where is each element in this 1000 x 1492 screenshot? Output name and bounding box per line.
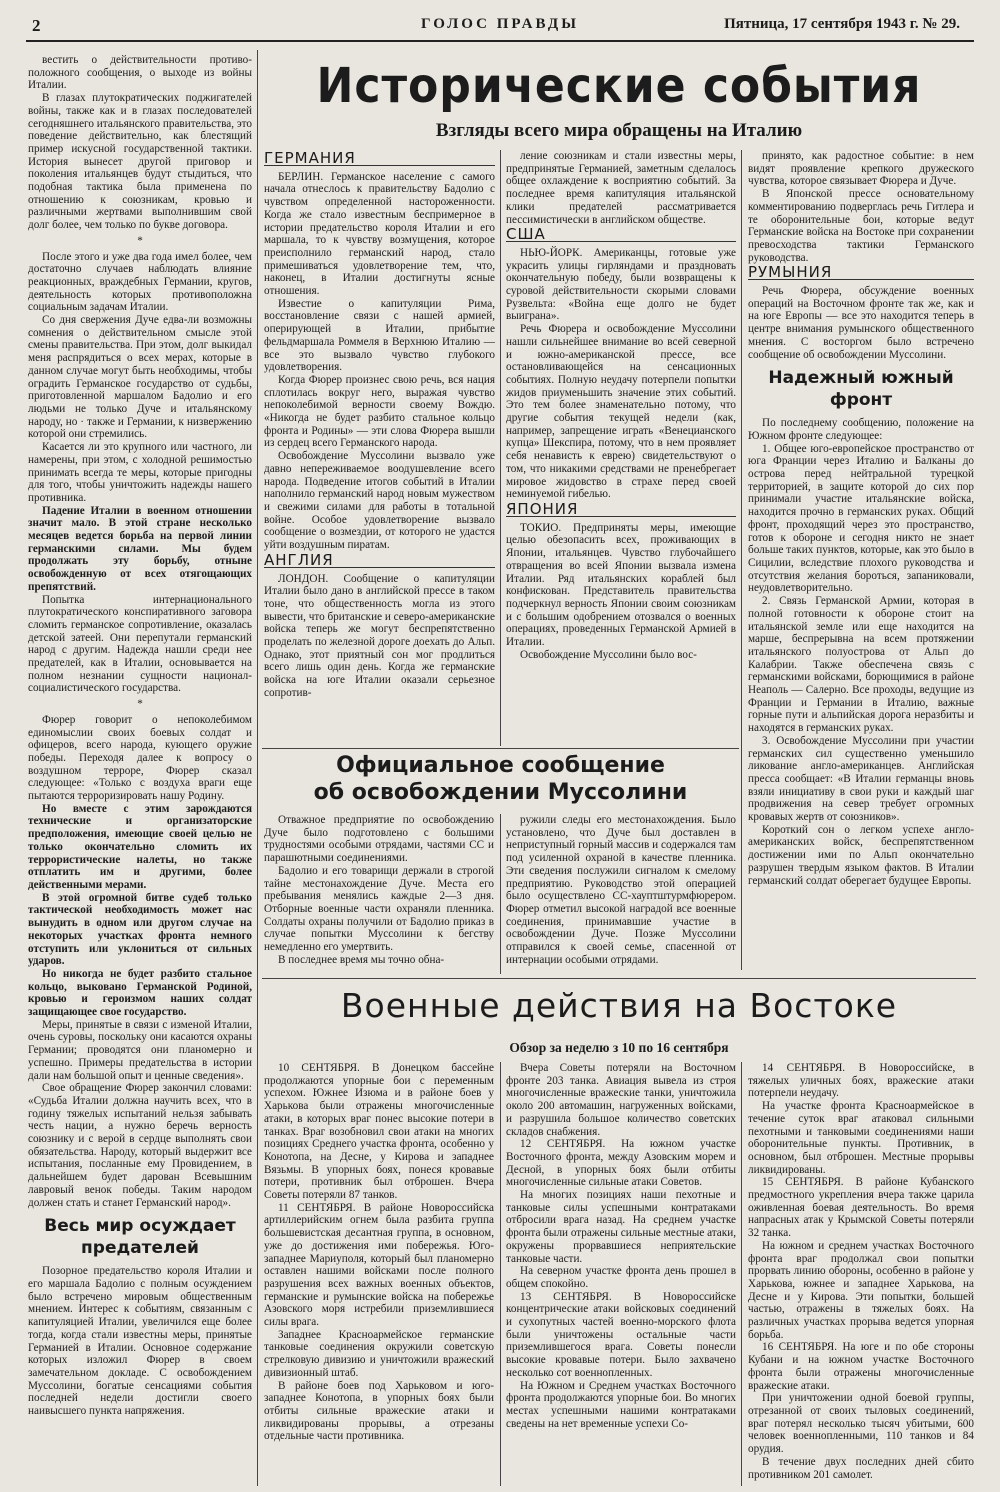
paragraph: Западнее Красноармейское германские танковые соединения окружили советскую стрелковую дивизию и уничтожили вражеский дивизионный штаб. [264,1328,494,1379]
official-column-1 [264,814,494,974]
paragraph: Короткий сон о легком успехе англо-американских войск, беспрепятственном достижении ими по Альп окончательно разрушен твердым языком фактов. В Италии германский солдат оберегает будущее Европы. [748,823,974,887]
paper-name: ГОЛОС ПРАВДЫ [421,16,579,32]
paragraph: Со дня свержения Дуче едва-ли возможны сомнения о действительном смысле этой смены правительства. При этом, долг выкидал меня распрядиться о всех мерах, которые в данном случае могут быть необходимы, чтобы оградить Германское государство от судьбы, приготовленной маршалом Бадолио и его людьми не только Дуче и итальянскому народу, но · также и Германии, к низвержению которой они стремились. [28,314,252,441]
official-headline-line-1: Официальное сообщение [336,753,665,778]
paragraph: Освобождение Муссолини было вос- [520,648,697,661]
paragraph: Но никогда не будет разбито стальное кольцо, выковано Германской Родиной, кровью и героизмом наших солдат защищающее свое государство. [28,967,252,1019]
main-subheadline: Взгляды всего мира обращены на Италию [435,120,803,141]
column-rule [741,150,742,970]
paragraph: При уничтожении одной боевой группы, отрезанной от своих тыловых соединений, враг потерял несколько тысяч убитыми, 600 человек военнопленными, 110 танков и 84 орудия. [748,1392,974,1456]
column-rule [500,1062,501,1486]
paragraph: В этой огромной битве судеб только тактической необходимость может нас вынудить в одном или другом случае на некоторых участках фронта немного отступить или уклониться от сильных ударов. [28,891,252,968]
paragraph: вестить о действительности противо-положного сообщения, о выходе из войны Италии. [28,54,252,92]
paragraph: Отважное предприятие по освобождению Дуче было подготовлено с большими трудностями особыми отрядами, частями СС и парашютными соединениями. [264,814,494,865]
war-column-2 [506,1062,736,1486]
paragraph: ружили следы его местонахождения. Было установлено, что Дуче был доставлен в неприступный горный массив и содержался там под усиленной охраной в качестве пленника. Эти сведения послужили сигналом к смелому предприятию. Руководство этой операцией было осуществлено СС-хауптштурмфюрером. Фюрер отметил высокой наградой все военные соединения, принимавшие участие в освобождении Дуче. Позже Муссолини отправился к своей семье, спасенной от интернации особыми отрядами. [506,814,736,966]
paragraph: На Южном и Среднем участках Восточного фронта продолжаются упорные бои. Во многих местах успешными нашими контратаками сведены на нет временные успехи Со- [506,1379,736,1430]
page-number: 2 [32,16,41,35]
paragraph: Освобождение Муссолини вызвало уже давно непереживаемое воодушевление всего народа. Подведение итогов событий в Италии наполнило германский народ новым мужеством и свежими силами для работы в тотальной войне. Особое удовлетворение вызвало сообщение о возмездии, от которого не удастся уйти воздушным пиратам. [264,450,495,552]
war-column-1 [264,1062,494,1486]
section-rule [262,978,976,979]
paragraph: На южном и среднем участках Восточного фронта враг продолжал свои попытки прорвать линию обороны, особенно в районе у Харькова, южнее и западнее Харькова, на Десне и у Кирова. Эти попытки, большей частью, отражены в тяжелых боях. На различных участках прорыва ведется упорная борьба. [748,1239,974,1341]
paragraph: 3. Освобождение Муссолини при участии германских сил существенно уменьшило ликование англо-американцев. Английская пресса сообщает: «В Италии германцы вновь взяли инициативу в свои руки и каждый шаг продвижения на север требует огромных кровавых жертв от союзников». [748,734,974,824]
paragraph: По последнему сообщению, положение на Южном фронте следующее: [748,417,974,442]
paragraph: ление союзникам и стали известны меры, предпринятые Германией, заметным сделалось общее охлаждение к восприятию событий. За последнее время капитуляция итальянской клики предателей рассматривается пессимистически в английском обществе. [506,150,736,226]
paragraph: 2. Связь Германской Армии, которая в полной готовности к обороне стоит на итальянской земле или еще находится на марше, беспрерывна на всем протяжении итальянского полуострова от Альп до Калабрии. Также обеспечена связь с германскими войсками, борющимися в районе Неаполь — Салерно. Все проходы, ведущие из Франции и Германии в Италию, важные горные пути и альпийская дорога неразбиты и находятся в германских руках. [748,595,974,735]
paragraph: В последнее время мы точно обна- [278,953,445,966]
column-rule [500,150,501,746]
section-rule [262,748,739,749]
paragraph: Речь Фюрера и освобождение Муссолини нашли сильнейшее внимание во всей северной и южно-американской прессе, все остановливающейся на сенсационных событиях. Полную неудачу потерпели попытки жидов приуменьшить значение этих событий. Это тем более знаменательно потому, что другие события текущей недели (как, например, запрещение играть «Венецианского купца» Шекспира, потому, что в нем проявляет себя ненависть к еврею) свидетельствуют о том, что никакими средствами не пренебрегает мировое жидовство в страхе перед своей неминуемой гибелью. [506,323,736,501]
main-article-column-2 [506,150,736,746]
official-headline [262,752,739,806]
issue-date: Пятница, 17 сентября 1943 г. № 29. [724,16,960,32]
main-article-column-3 [748,150,974,970]
paragraph: ЛОНДОН. Сообщение о капитуляции Италии было дано в английской прессе в таком тоне, что общественность могла из этого вывести, что британские и северо-американские войска теперь же могут беспрепятственно проделать по железной дороге доехать до Альп. Однако, этот приятный сон мог продлиться всего лишь один день. Когда же германские войска на юге Италии оказали серьезное сопротив- [264,572,495,699]
paragraph: В течение двух последних дней сбито противником 201 самолет. [748,1455,974,1481]
paragraph: На северном участке фронта день прошел в общем спокойно. [506,1265,736,1290]
country-heading: РУМЫНИЯ [748,266,974,280]
paragraph: Известие о капитуляции Рима, восстановление связи с нашей армией, оперирующей в Италии, прибытие фельдмаршала Роммеля в Верхнюю Италию — все это вызвало чувство глубокого удовлетворения. [264,297,495,374]
paragraph: На участке фронта Красноармейское в течение суток враг атаковал сильными пехотными и танковыми соединениями наши оборонительные пункты. Противник, в основном, был отброшен. Местные прорывы ликвидированы. [748,1100,974,1176]
paragraph: принято, как радостное событие: в нем видят проявление крепкого дружеского чувства, которое связывает Фюрера и Дуче. [748,150,974,188]
war-subheadline: Обзор за неделю з 10 по 16 сентября [509,1040,729,1055]
paragraph: 12 СЕНТЯБРЯ. На южном участке Восточного фронта, между Азовским морем и Десной, в упорных боях были отбиты многочисленные сильные атаки Советов. [506,1138,736,1189]
paragraph: Когда Фюрер произнес свою речь, вся нация сплотилась вокруг него, выражая чувство непоколебимой верности своему Вождю. «Никогда не будет разбито стальное кольцо фронта и Родины» — эти слова Фюрера вышли из сердец всего Германского народа. [264,373,495,450]
main-headline: Исторические события [316,58,922,114]
paragraph: 11 СЕНТЯБРЯ. В районе Новороссийска артиллерийским огнем была разбита группа большевистская десантная группа, в основном, уже до достижения ими побережья. Юго-западнее Мариуполя, который был планомерно оставлен нашими войсками после полного разрушения всех важных военных объектов, германские и румынские войска на побережье Азовского моря истребили приземлившиеся силы врага. [264,1201,494,1329]
paragraph: Падение Италии в военном отношении значит мало. В этой стране несколько месяцев ведется борьба на первой линии германскими силами. Мы будем продолжать эту борьбу, отныне освобожденную от всех отягощающих препятствий. [28,504,252,593]
column-rule [257,50,258,1486]
paragraph: На многих позициях наши пехотные и танковые силы успешными контратаками отбросили врага назад. На среднем участке фронта были отражены сильные местные атаки, окружены прорвавшиеся неприятельские танковые части. [506,1189,736,1265]
paragraph: В районе боев под Харьковом и юго-западнее Конотопа, в упорных боях были отбиты сильные вражеские атаки и ликвидированы прорывы, а отрезаны отдельные части противника. [264,1379,494,1443]
paragraph: Фюрер говорит о непоколебимом единомыслии своих боевых солдат и офицеров, всего народа, кующего оружие победы. Переходя далее к вопросу о воздушном терроре, Фюрер сказал следующее: «Только с воздуха враги еще пытаются терроризировать нашу Родину. [28,713,252,803]
paragraph: НЬЮ-ЙОРК. Американцы, готовые уже украсить улицы гирляндами и праздновать окончательную победу, были возвращены к суровой действительности скорыми словами Рузвельта: «Война еще долго не будет выиграна». [506,246,736,323]
paragraph: 14 СЕНТЯБРЯ. В Новороссийске, в тяжелых уличных боях, вражеские атаки потерпели неудачу. [748,1062,974,1100]
masthead [26,12,974,42]
left-section-heading: Весь мир осуждает предателей [44,1216,236,1259]
paragraph: Но вместе с этим зарождаются технические и организаторские предположения, имеющие своей целью не только окончательно сломить их террористические налеты, но также отплатить им и другими, более действенными мерами. [28,802,252,891]
paragraph: Меры, принятые в связи с изменой Италии, очень суровы, поскольку они касаются охраны Германии; проводятся они планомерно и успешно. Примеры предательства в истории дали нам большой опыт и ценные сведения». [28,1018,252,1082]
main-article-column-1 [264,150,495,746]
country-heading: ЯПОНИЯ [506,503,736,517]
country-heading: США [506,228,736,242]
left-column [28,54,252,1484]
column-rule [500,814,501,974]
paragraph: 10 СЕНТЯБРЯ. В Донецком бассейне продолжаются упорные бои с переменным успехом. Южнее Изюма и в районе боев у Харькова были отражены многочисленные атаки, в которых враг понес высокие потери в танках. Враг возобновил свои атаки на многих позициях Среднего участка фронта, особенно у Конотопа, на Десне, у Кирова и западнее Вязьмы. В упорных боях, понеся кровавые потери, противник был отброшен. Вчера Советы потеряли 87 танков. [264,1062,494,1202]
paragraph: 16 СЕНТЯБРЯ. На юге и по обе стороны Кубани и на южном участке Восточного фронта были отражены многочисленные вражеские атаки. [748,1341,974,1392]
official-column-2 [506,814,736,974]
paragraph: Попытка интернационального плутократического конспиративного заговора сломить германское сопротивление, оказалась детской затеей. Они перепутали германский народ с другим. Надежда нашли среди нее предателей, как в Италии, основывается на полном незнании сущности национал-социалистического государства. [28,593,252,695]
separator-star: * [137,234,143,247]
official-headline-line-2: об освобождении Муссолини [313,780,688,805]
paragraph: Свое обращение Фюрер закончил словами: «Судьба Италии должна научить всех, что в годину тяжелых испытаний нельзя забывать честь нации, а нужно беречь верность союзнику и с верой в сердце выполнять свои обязательства. Народу, который выдержит все испытания, посланные ему Провидением, в дальнейшем будет дарован Всевышним лавровый венок победы. Таким народом должен стать и станет Германский народ». [28,1082,252,1209]
paragraph: 15 СЕНТЯБРЯ. В районе Кубанского предмостного укрепления вчера также царила оживленная боевая деятельность. Во время напрасных атак у Крымской Советы потеряли 32 танка. [748,1176,974,1240]
sub-heading: Надежный южный фронт [768,368,954,411]
war-column-3 [748,1062,974,1486]
paragraph: Речь Фюрера, обсуждение военных операций на Восточном фронте так же, как и на юге Европы — все это находится теперь в центре внимания румынского общественного мнения. С восторгом было встречено сообщение об освобождении Муссолини. [748,285,974,361]
country-heading: ГЕРМАНИЯ [264,152,495,166]
column-rule [741,1062,742,1486]
paragraph: Бадолио и его товарищи держали в строгой тайне местонахождение Дуче. Места его пребывания менялись каждые 2—3 дня. Отборные военные части охраняли пленника. Солдаты охраны получили от Бадолио приказ в случае попытки Муссолини к бегству немедленно его умертвить. [264,864,494,954]
war-headline: Военные действия на Востоке [340,986,898,1025]
paragraph: 13 СЕНТЯБРЯ. В Новороссийске концентрические атаки войсковых соединений и сухопутных частей военно-морского флота были уничтожены остальные части приземлившегося врага. Советы понесли высокие кровавые потери. Было захвачено несколько сот военнопленных. [506,1290,736,1379]
paragraph: После этого и уже два года имел более, чем достаточно случаев наблюдать влияние реакционных, враждебных Германии, кругов, деятельность которых противоположна социальным задачам Италии. [28,250,252,314]
paragraph: Позорное предательство короля Италии и его маршала Бадолио с полным осуждением было встречено мировым общественным мнением. Интерес к событиям, связанным с капитуляцией Италии, увеличился еще более тогда, когда стали известны меры, принятые Германией в Италии. Основное содержание которых изложил Фюрер в своем замечательном докладе. С освобождением Муссолини, богатые сенсациями события последней недели достигли своего наивысшего пункта напряжения. [28,1265,252,1418]
paragraph: Касается ли это крупного или частного, ли намерены, при этом, с холодной решимостью принимать всегда те меры, которые пригодны для того, чтобы уничтожить надежды нашего противника. [28,441,252,504]
paragraph: В глазах плутократических поджигателей войны, также как и в глазах последователей сегодняшнего итальянского правительства, это поведение действительно, как блестящий пример искусной государственной тактики. История вынесет другой приговор и поколения итальянцев будут стыдиться, что подобная тактика была применена по отношению к союзникам, кровью и различными жертвами выполнившим свой долг более, чем только по букве договора. [28,92,252,232]
country-heading: АНГЛИЯ [264,554,495,568]
paragraph: 1. Общее юго-европейское пространство от юга Франции через Италию и Балканы до острова перед нейтральной турецкой территорией, в защите которой до сих пор принимали участие итальянские войска, находится прочно в германских руках. Общий фронт, проходящий через это пространство, готов к обороне и сегодня никто не знает больше таких пунктов, которые, как это было в Сицилии, вследствие плохого руководства и отсутствия желания бороться, запаниковали, неудовлетворительно. [748,442,974,595]
separator-star: * [137,698,143,711]
paragraph: В Японской прессе основательному комментированию подверглась речь Гитлера и те оборонительные бои, которые ведут Германские войска на Востоке при сохранении превосходства тактики Германского руководства. [748,188,974,264]
paragraph: Вчера Советы потеряли на Восточном фронте 203 танка. Авиация вывела из строя многочисленные вражеские танки, уничтожила около 200 автомашин, нагруженных войсками, и разрушила большое количество советских складов снабжения. [506,1062,736,1138]
paragraph: БЕРЛИН. Германское население с самого начала отнеслось к правительству Бадолио с чувством определенной настороженности. Когда же стало известным беспримерное в истории предательство короля Италии и его маршала, то к чувству возмущения, которое преисполнило германский народ, стало примешиваться удовлетворение тем, что, наконец, в Италии достигнуты ясные отношения. [264,170,495,298]
paragraph: ТОКИО. Предприняты меры, имеющие целью обезопасить всех, проживающих в Японии, итальянцев. Чувство глубочайшего отвращения во всей Японии вызвала измена Италии. Ряд итальянских кораблей был конфискован. Представитель правительства подчеркнул верность Японии своим союзникам и с большим одобрением отозвался о военных операциях, проведенных Германской Армией в Италии. [506,521,736,649]
